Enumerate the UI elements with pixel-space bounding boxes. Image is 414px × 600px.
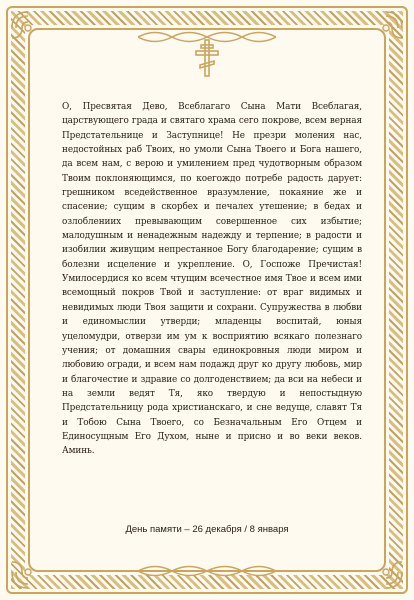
- corner-knot-icon: [8, 552, 48, 592]
- orthodox-cross-icon: [187, 38, 227, 78]
- corner-knot-icon: [366, 552, 406, 592]
- memory-day-caption: День памяти – 26 декабря / 8 января: [125, 524, 289, 535]
- bottom-knot-ornament: [138, 562, 276, 580]
- corner-knot-icon: [366, 8, 406, 48]
- corner-knot-icon: [8, 8, 48, 48]
- prayer-text: О, Пресвятая Дево, Всеблагаго Сына Мати Всеблагая, царствующего града и святаго храма сего покрове, всем верная Предстательнице и Заступнице! Не презри моления нас, недостойных раб Твоих, но умоли Сына Твоего и Бога нашего, да всем нам, с верою и умилением пред чудотворным образом Твоим поклоняющимся, по коегождо потребе радость дарует: грешником вседейственное вразумление, покаяние же и спасение; сущим в скорбех и печалех утешение; в бедах и озлоблениих превывающим совершенное сих избытие; малодушным и ненадежным надежду и терпение; в радости и изобилии живущим непрестанное Богу благодарение; сущим в болезни исцеление и укрепление. О, Госпоже Пречистая! Умилосердися ко всем чтущим всечестное имя Твое и всем ими всемощный покров Твой и заступление: от враг видимых и невидимых люди Твоя защити и сохрани. Супружества в любви и единомыслии утверди; младенцы воспитай, юныя уцеломудри, отверзи им ум к восприятию всякаго полезнаго учения; от домашния свары единокровныя люди миром и любовию огради, и всем нам подажд друг ко другу любовь, мир и благочестие и здравие со долгоденствием; да вси на небеси и на земли ведят Тя, яко твердую и непостыдную Предстательницу рода христианскаго, и сне ведуще, славят Тя и Тобою Сына Твоего, со Безначальным Его Отцем и Единосущным Его Духом, ныне и присно и во веки веков. Аминь.: [62, 102, 362, 457]
